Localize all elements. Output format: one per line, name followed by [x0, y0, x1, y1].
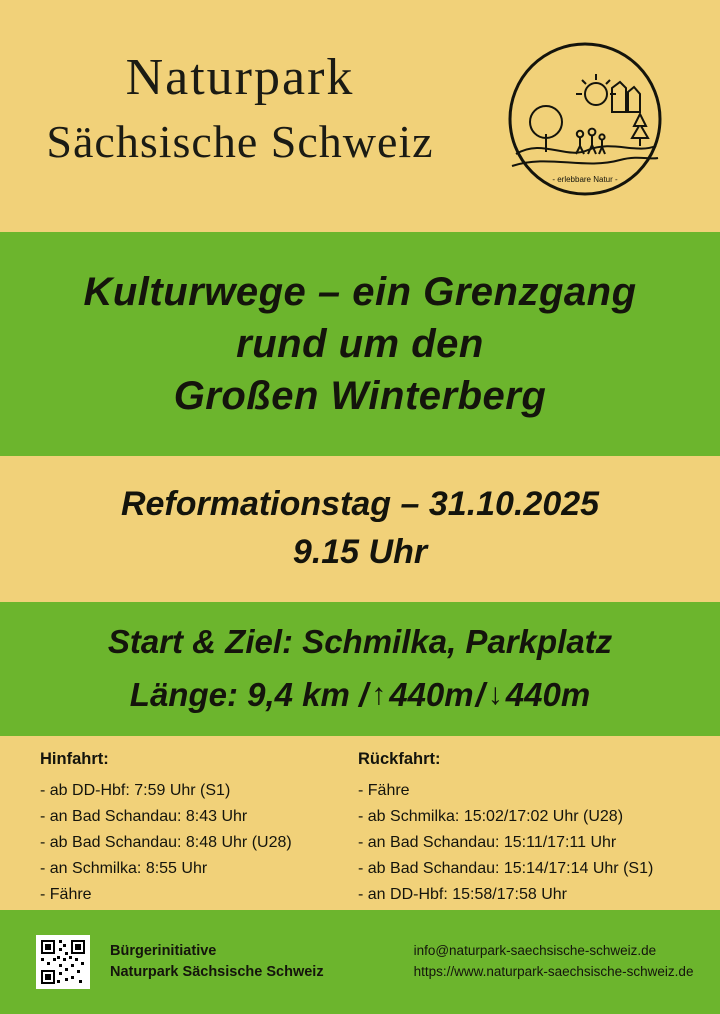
start-band — [0, 602, 720, 736]
date-line: Reformationstag – 31.10.2025 — [120, 485, 600, 524]
time-line: 9.15 Uhr — [292, 533, 428, 571]
headline-line3: Großen Winterberg — [173, 374, 547, 418]
date-band — [0, 456, 720, 602]
park-title-line1: Naturpark — [125, 49, 355, 106]
logo-caption: - erlebbare Natur - — [552, 175, 618, 184]
headline-line2: rund um den — [236, 322, 484, 366]
headline-band — [0, 232, 720, 456]
list-item: - an Bad Schandau: 8:43 Uhr — [40, 807, 248, 825]
park-title-line2: Sächsische Schweiz — [46, 115, 434, 167]
outbound-column — [0, 750, 320, 910]
contact-email[interactable]: info@naturpark-saechsische-schweiz.de — [413, 943, 657, 959]
headline-line1: Kulturwege – ein Grenzgang — [83, 270, 637, 314]
travel-info — [0, 736, 720, 910]
contact-info — [414, 941, 694, 983]
length-separator: / — [475, 676, 485, 713]
arrow-down-icon: ↓ — [487, 678, 503, 712]
ascent-value: 440m — [389, 676, 474, 713]
organisation-line2: Naturpark Sächsische Schweiz — [110, 964, 324, 980]
list-item: - an Bad Schandau: 15:11/17:11 Uhr — [358, 833, 617, 851]
list-item: - Fähre — [358, 782, 410, 799]
start-ziel-line: Start & Ziel: Schmilka, Parkplatz — [107, 623, 613, 661]
naturpark-logo-icon — [508, 42, 662, 196]
descent-value: 440m — [505, 676, 591, 713]
poster-header — [0, 0, 720, 232]
list-item: - an Schmilka: 8:55 Uhr — [40, 859, 208, 877]
list-item: - ab DD-Hbf: 7:59 Uhr (S1) — [40, 782, 231, 799]
organisation-line1: Bürgerinitiative — [110, 942, 217, 959]
list-item: - Fähre — [40, 885, 92, 903]
contact-website[interactable]: https://www.naturpark-saechsische-schweiz.de — [413, 964, 694, 979]
length-line — [130, 673, 590, 718]
return-column — [320, 750, 720, 910]
arrow-up-icon: ↑ — [371, 678, 387, 712]
list-item: - ab Bad Schandau: 8:48 Uhr (U28) — [40, 833, 292, 851]
outbound-heading: Hinfahrt: — [40, 750, 109, 768]
poster-footer — [0, 910, 720, 1014]
organisation-name — [110, 941, 324, 983]
list-item: - ab Bad Schandau: 15:14/17:14 Uhr (S1) — [358, 859, 654, 877]
return-heading: Rückfahrt: — [358, 750, 441, 768]
qr-code-icon[interactable] — [36, 935, 90, 989]
length-prefix: Länge: 9,4 km / — [129, 676, 369, 713]
list-item: - an DD-Hbf: 15:58/17:58 Uhr — [358, 885, 567, 903]
park-title — [0, 48, 480, 169]
list-item: - ab Schmilka: 15:02/17:02 Uhr (U28) — [358, 807, 624, 825]
